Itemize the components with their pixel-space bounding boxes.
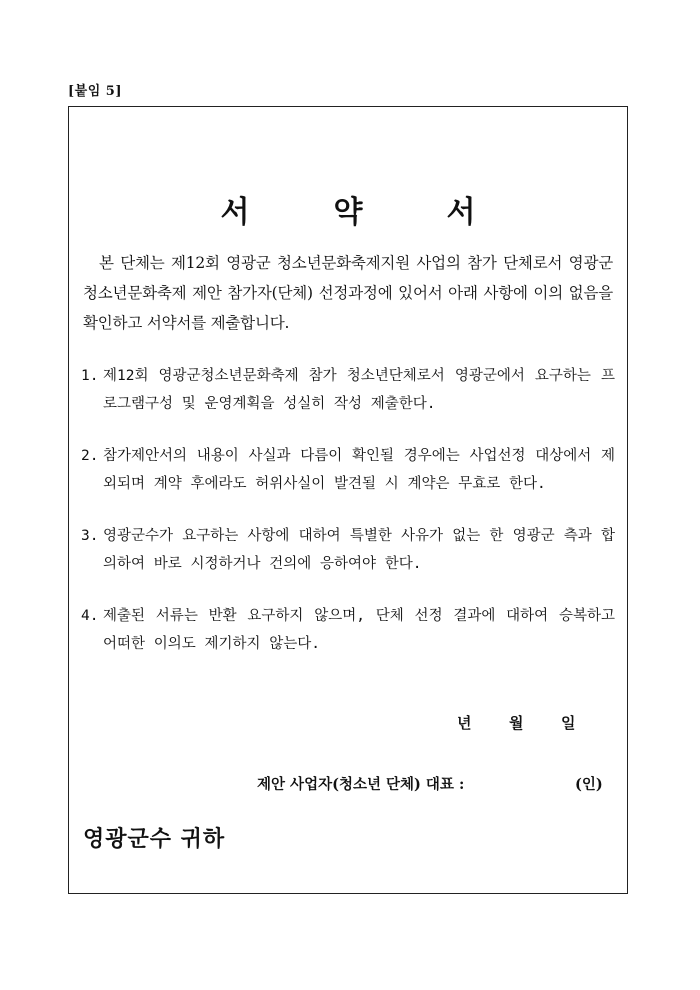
date-line (457, 712, 613, 733)
item-text: 제출된 서류는 반환 요구하지 않으며, 단체 선정 결과에 대하여 승복하고 어떠한 이의도 제기하지 않는다. (103, 608, 615, 652)
item-number: 1. (81, 368, 99, 384)
attachment-label: [붙임 5] (68, 84, 122, 99)
pledge-item (81, 522, 615, 578)
intro-paragraph: 본 단체는 제12회 영광군 청소년문화축제지원 사업의 참가 단체로서 영광군 청소년문화축제 제안 참가자(단체) 선정과정에 있어서 아래 사항에 이의 없음을 확인하고 서약서를 제출합니다. (83, 254, 613, 332)
seal-mark: (인) (575, 776, 603, 793)
item-number: 4. (81, 608, 99, 624)
date-day: 일 (561, 714, 576, 732)
title-char: 서 (220, 195, 250, 230)
item-number: 3. (81, 528, 99, 544)
pledge-item (81, 442, 615, 498)
item-number: 2. (81, 448, 99, 464)
item-text: 참가제안서의 내용이 사실과 다름이 확인될 경우에는 사업선정 대상에서 제외되며 계약 후에라도 허위사실이 발견될 시 계약은 무효로 한다. (103, 448, 615, 492)
signer-label: 제안 사업자(청소년 단체) 대표 : (257, 776, 465, 793)
item-text: 제12회 영광군청소년문화축제 참가 청소년단체로서 영광군에서 요구하는 프로그램구성 및 운영계획을 성실히 작성 제출한다. (103, 368, 615, 412)
pledge-form-frame (68, 106, 628, 894)
item-text: 영광군수가 요구하는 사항에 대하여 특별한 사유가 없는 한 영광군 측과 합의하여 바로 시정하거나 건의에 응하여야 한다. (103, 528, 615, 572)
date-month: 월 (509, 714, 524, 732)
date-year: 년 (457, 714, 472, 732)
addressee: 영광군수 귀하 (83, 826, 226, 852)
pledge-item (81, 362, 615, 418)
title-char: 약 (333, 195, 363, 230)
title-char: 서 (446, 195, 476, 230)
pledge-item (81, 602, 615, 658)
pledge-items (81, 362, 615, 682)
document-title (69, 187, 627, 231)
